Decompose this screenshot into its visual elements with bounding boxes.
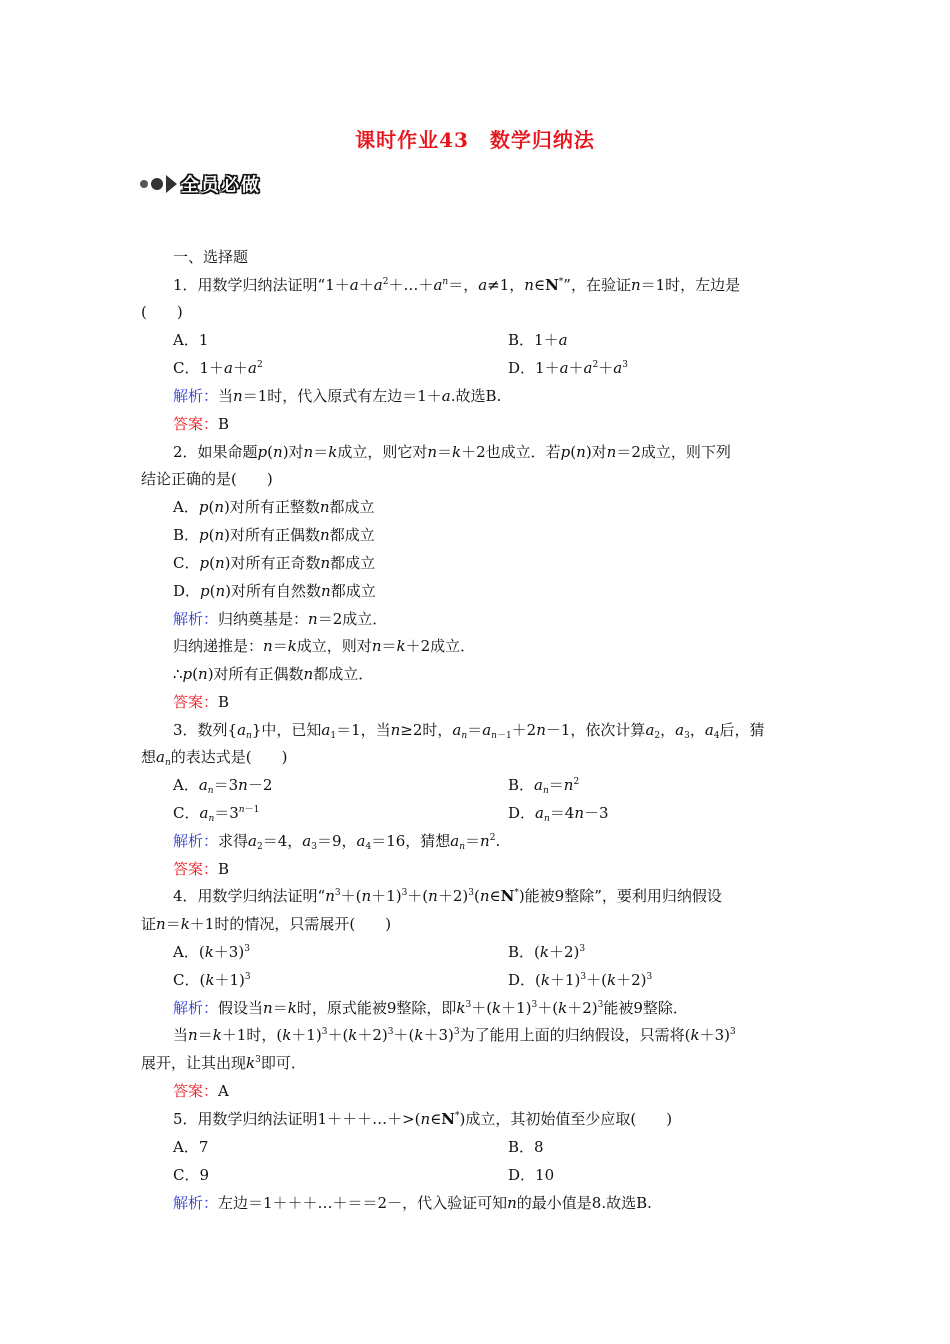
q1-option-c: C．$1+a+a^2$ <box>173 359 263 377</box>
q1-analysis: 解析：当n＝1时，代入原式有左边＝1＋a.故选B. <box>173 387 502 405</box>
q2-option-a: A．p(n)对所有正整数n都成立 <box>173 498 375 516</box>
analysis-label: 解析： <box>173 832 219 850</box>
section-heading: 一、选择题 <box>173 248 249 266</box>
q1-option-d: D．$1+a+a^2+a^3$ <box>508 359 628 377</box>
q2-stem: 2．如果命题p(n)对n＝k成立，则它对n＝k＋2也成立．若p(n)对n＝2成立，则下列 <box>173 443 731 461</box>
analysis-label: 解析： <box>173 1194 219 1212</box>
q3-option-c: C．$a_n=3^{n-1}$ <box>173 804 260 824</box>
analysis-label: 解析： <box>173 610 219 628</box>
q5-option-b: B．8 <box>508 1138 544 1156</box>
q1-answer <box>173 414 229 434</box>
q5-option-a: A．7 <box>173 1138 209 1156</box>
q2-option-b: B．p(n)对所有正偶数n都成立 <box>173 526 375 544</box>
answer-value: B <box>218 693 230 711</box>
q1-stem: 1．用数学归纳法证明“$1+a+a^2+\dots+a^n=$，a≠1，n∈N*”，在验证n＝1时，左边是 <box>173 276 741 294</box>
q3-option-b: B．$a_n=n^2$ <box>508 776 580 796</box>
q3-option-a: A．$a_n=3n-2$ <box>173 776 273 796</box>
answer-label: 答案： <box>173 1082 219 1100</box>
q3-answer <box>173 859 229 879</box>
q5-analysis: 解析：左边＝1＋＋＋…＋＝＝2－，代入验证可知n的最小值是8.故选B. <box>173 1194 652 1212</box>
q1-option-a: A．1 <box>173 331 209 349</box>
answer-value: B <box>218 415 230 433</box>
q4-answer <box>173 1081 229 1101</box>
analysis-label: 解析： <box>173 999 219 1017</box>
q2-analysis: 解析：归纳奠基是：n＝2成立． <box>173 610 388 628</box>
q4-option-c: C．$(k+1)^3$ <box>173 971 251 989</box>
q4-option-b: B．$(k+2)^3$ <box>508 943 586 961</box>
q2-analysis-2: 归纳递推是：n＝k成立，则对n＝k＋2成立． <box>173 637 476 655</box>
q3-option-d: D．$a_n=4n-3$ <box>508 804 609 824</box>
q2-option-d: D．p(n)对所有自然数n都成立 <box>173 582 376 600</box>
q4-analysis: 解析：假设当n＝k时，原式能被9整除，即$k^3+(k+1)^3+(k+2)^3$能被9整除． <box>173 999 688 1017</box>
bullet-dot-icon <box>140 180 148 188</box>
q5-stem: 5．用数学归纳法证明1＋＋＋…＋>(n∈N*)成立，其初始值至少应取( ) <box>173 1110 673 1128</box>
q1-option-b: B．1＋a <box>508 331 568 349</box>
q5-option-c: C．9 <box>173 1166 210 1184</box>
answer-label: 答案： <box>173 860 219 878</box>
q5-option-d: D．10 <box>508 1166 555 1184</box>
q2-answer <box>173 692 229 712</box>
answer-label: 答案： <box>173 693 219 711</box>
q2-stem-cont: 结论正确的是( ) <box>141 470 273 488</box>
analysis-label: 解析： <box>173 387 219 405</box>
q1-stem-cont: ( ) <box>141 303 183 321</box>
answer-value: B <box>218 860 230 878</box>
bullet-dot-icon <box>151 178 163 190</box>
q4-analysis-2: 当n＝k＋1时，$(k+1)^3+(k+2)^3+(k+3)^3$为了能用上面的归纳假设，只需将$(k+3)^3$ <box>173 1026 736 1044</box>
q4-analysis-3: 展开，让其出现$k^3$即可． <box>141 1054 306 1072</box>
page-title: 课时作业43 数学归纳法 <box>355 128 595 152</box>
q2-analysis-3: ∴p(n)对所有正偶数n都成立． <box>173 665 374 683</box>
q3-analysis: 解析：求得$a_2=4$，$a_3=9$，$a_4=16$，猜想$a_n=n^2$. <box>173 832 501 852</box>
section-banner <box>140 172 261 196</box>
q2-option-c: C．p(n)对所有正奇数n都成立 <box>173 554 376 572</box>
q4-option-a: A．$(k+3)^3$ <box>173 943 250 961</box>
answer-label: 答案： <box>173 415 219 433</box>
q3-stem: 3．数列$\{a_n\}$中，已知$a_1=1$，当n≥2时，$a_n=a_{n-1}+2n-1$，依次计算$a_2$，$a_3$，$a_4$后，猜 <box>173 721 765 741</box>
q4-stem-cont: 证n＝k＋1时的情况，只需展开( ) <box>141 915 392 933</box>
q3-stem-cont: 想$a_n$的表达式是( ) <box>141 748 288 768</box>
q4-option-d: D．$(k+1)^3+(k+2)^3$ <box>508 971 653 989</box>
q4-stem: 4．用数学归纳法证明“$n^3+(n+1)^3+(n+2)^3(n\in N^*)$能被9整除”，要利用归纳假设 <box>173 887 722 905</box>
arrow-right-icon <box>166 175 177 193</box>
answer-value: A <box>218 1082 229 1100</box>
banner-label: 全员必做 <box>181 175 261 196</box>
